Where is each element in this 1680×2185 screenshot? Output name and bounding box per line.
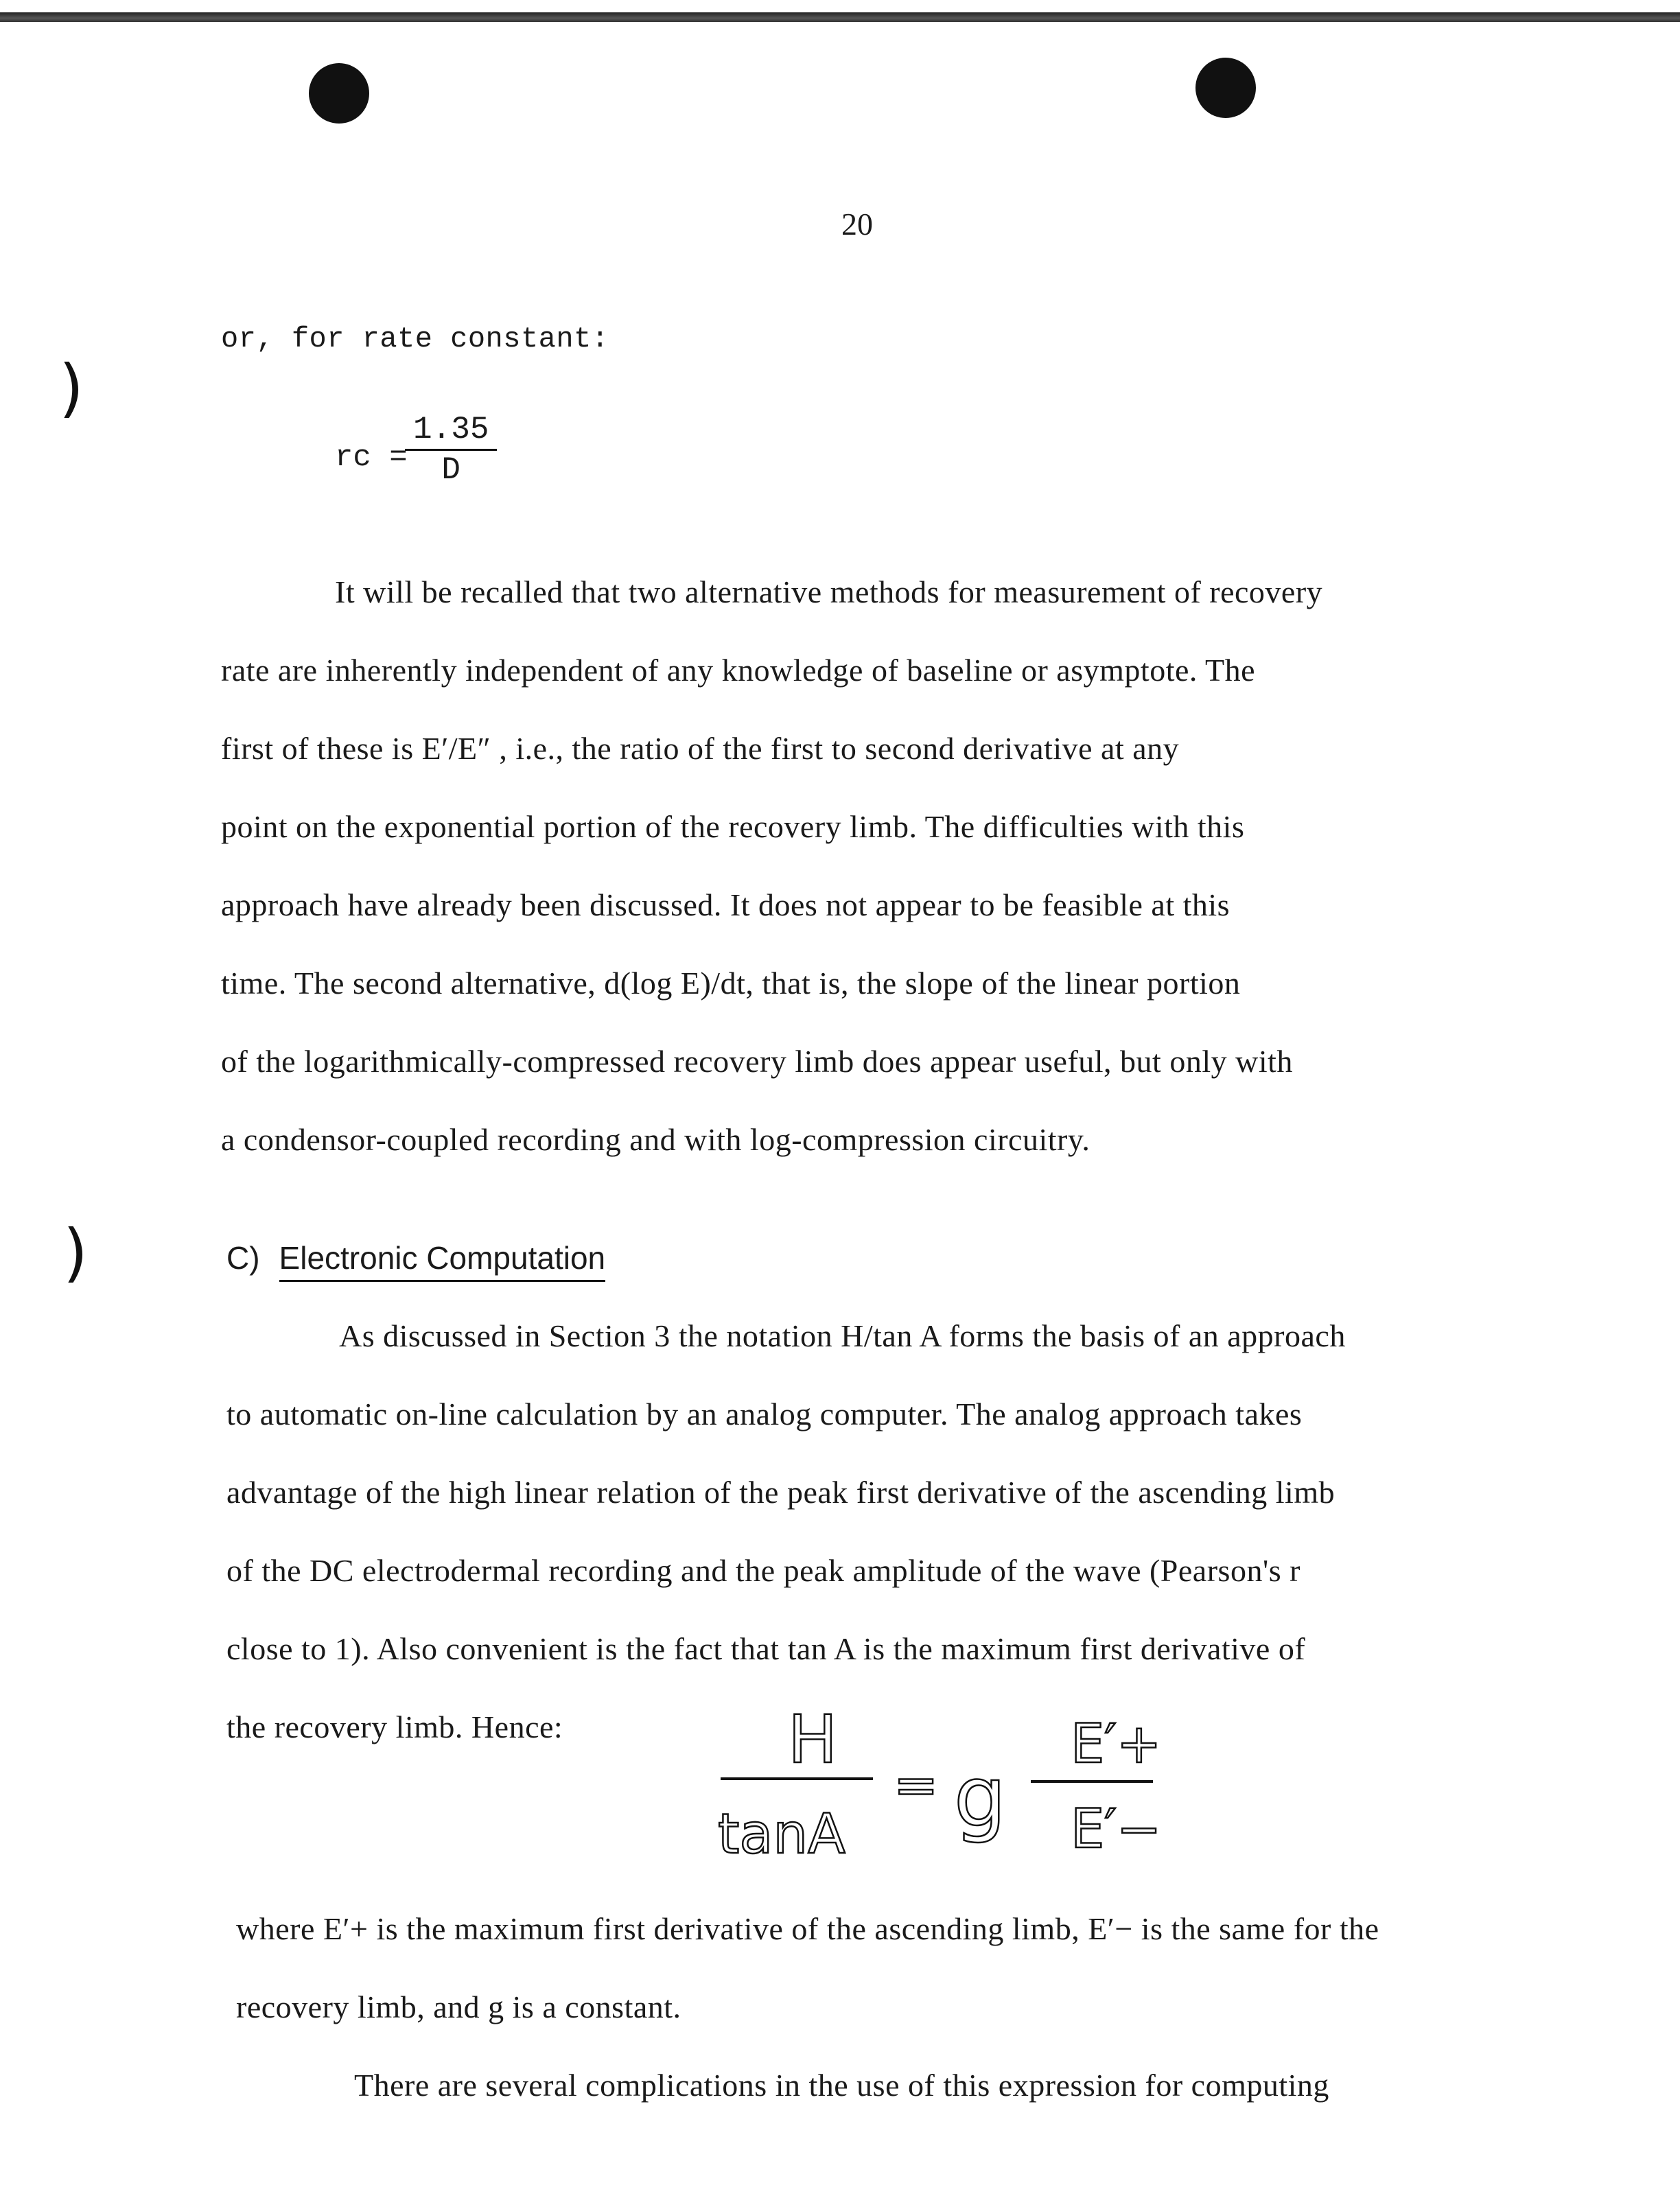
- p2-line-5: close to 1). Also convenient is the fact that tan A is the maximum first derivative of: [226, 1631, 1306, 1666]
- hw-bottom: E′−: [1071, 1799, 1162, 1860]
- p4-line-1: There are several complications in the use of this expression for computing: [354, 2068, 1329, 2103]
- p1-line-6: time. The second alternative, d(log E)/dt, that is, the slope of the linear portion: [221, 966, 1241, 1001]
- formula-rc-lhs: rc =: [335, 441, 408, 475]
- p1-line-4: point on the exponential portion of the recovery limb. The difficulties with this: [221, 809, 1245, 844]
- formula-rc-fraction: [405, 412, 497, 488]
- intro-line: or, for rate constant:: [221, 323, 609, 355]
- hw-numerator: H: [788, 1701, 838, 1778]
- p1-line-5: approach have already been discussed. It does not appear to be feasible at this: [221, 887, 1230, 922]
- punch-hole-left: [309, 63, 369, 124]
- scan-top-edge: [0, 12, 1680, 22]
- p2-line-3: advantage of the high linear relation of the peak first derivative of the ascending limb: [226, 1475, 1335, 1510]
- formula-rc-numerator: 1.35: [405, 412, 497, 451]
- hw-top: E′+: [1071, 1714, 1162, 1775]
- hw-equals: =: [894, 1755, 939, 1816]
- page-number: 20: [841, 207, 873, 242]
- p3-line-2: recovery limb, and g is a constant.: [236, 1989, 681, 2024]
- p2-line-4: of the DC electrodermal recording and the peak amplitude of the wave (Pearson's r: [226, 1553, 1300, 1588]
- punch-hole-right: [1195, 58, 1256, 118]
- formula-rc-denominator: D: [441, 452, 461, 488]
- section-label: C): [226, 1240, 260, 1276]
- p1-line-1: It will be recalled that two alternative methods for measurement of recovery: [335, 574, 1323, 609]
- p3-line-1: where E′+ is the maximum first derivative of the ascending limb, E′− is the same for the: [236, 1911, 1379, 1946]
- handwritten-formula: [714, 1695, 1208, 1873]
- margin-mark-top: ): [59, 351, 84, 425]
- section-title: Electronic Computation: [279, 1240, 606, 1282]
- p2-line-2: to automatic on-line calculation by an analog computer. The analog approach takes: [226, 1397, 1303, 1432]
- p1-line-2: rate are inherently independent of any knowledge of baseline or asymptote. The: [221, 653, 1256, 688]
- p1-line-7: of the logarithmically-compressed recovery limb does appear useful, but only with: [221, 1044, 1293, 1079]
- p1-line-3: first of these is E′/E″ , i.e., the ratio of the first to second derivative at any: [221, 731, 1180, 766]
- section-heading: [226, 1239, 605, 1276]
- hw-constant: g: [954, 1750, 1007, 1845]
- p2-line-1: As discussed in Section 3 the notation H/tan A forms the basis of an approach: [339, 1318, 1346, 1353]
- hw-denominator: tanA: [718, 1802, 845, 1866]
- margin-mark-middle: ): [63, 1216, 88, 1289]
- p1-line-8: a condensor-coupled recording and with log-compression circuitry.: [221, 1122, 1090, 1157]
- p2-line-6: the recovery limb. Hence:: [226, 1709, 563, 1744]
